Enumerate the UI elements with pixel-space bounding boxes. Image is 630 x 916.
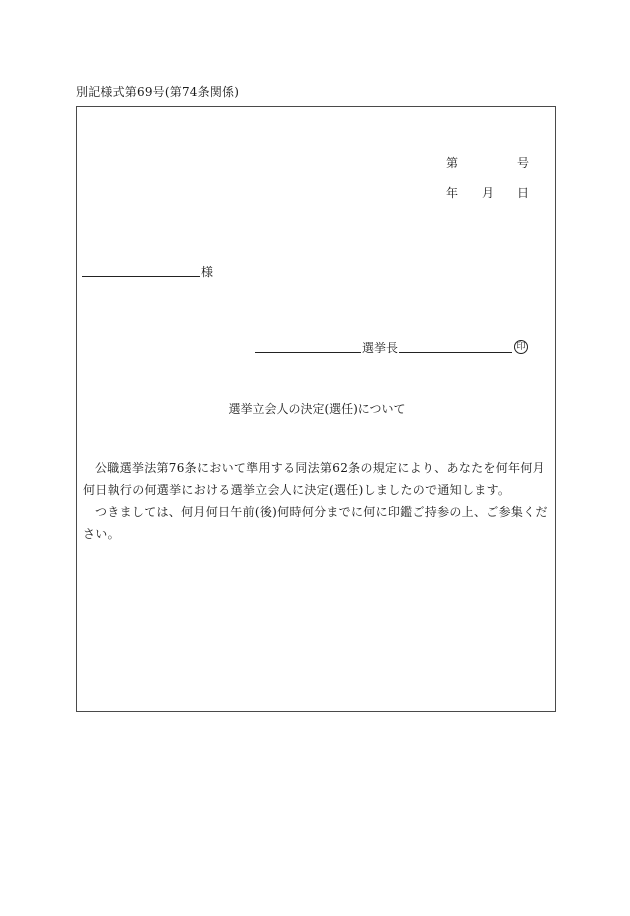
form-caption: 別記様式第69号(第74条関係) <box>76 85 240 99</box>
number-suffix: 号 <box>517 156 530 170</box>
sender-title: 選挙長 <box>362 341 399 355</box>
date-month: 月 <box>482 186 495 200</box>
addressee-name-line <box>82 276 200 277</box>
body-paragraph-2: つきましては、何月何日午前(後)何時何分までに何に印鑑ご持参の上、ご参集ください。 <box>83 505 548 541</box>
addressee-honorific: 様 <box>201 265 214 279</box>
date-year: 年 <box>446 186 459 200</box>
notice-frame <box>76 106 556 712</box>
number-prefix: 第 <box>446 156 459 170</box>
sender-name-line <box>399 352 512 353</box>
seal-mark: 印 <box>514 340 528 354</box>
document-title: 選挙立会人の決定(選任)について <box>228 402 406 416</box>
notice-body <box>83 457 553 545</box>
body-paragraph-1: 公職選挙法第76条において準用する同法第62条の規定により、あなたを何年何月何日執行の何選挙における選挙立会人に決定(選任)しましたので通知します。 <box>83 461 545 497</box>
date-day: 日 <box>517 186 530 200</box>
sender-district-line <box>255 352 361 353</box>
